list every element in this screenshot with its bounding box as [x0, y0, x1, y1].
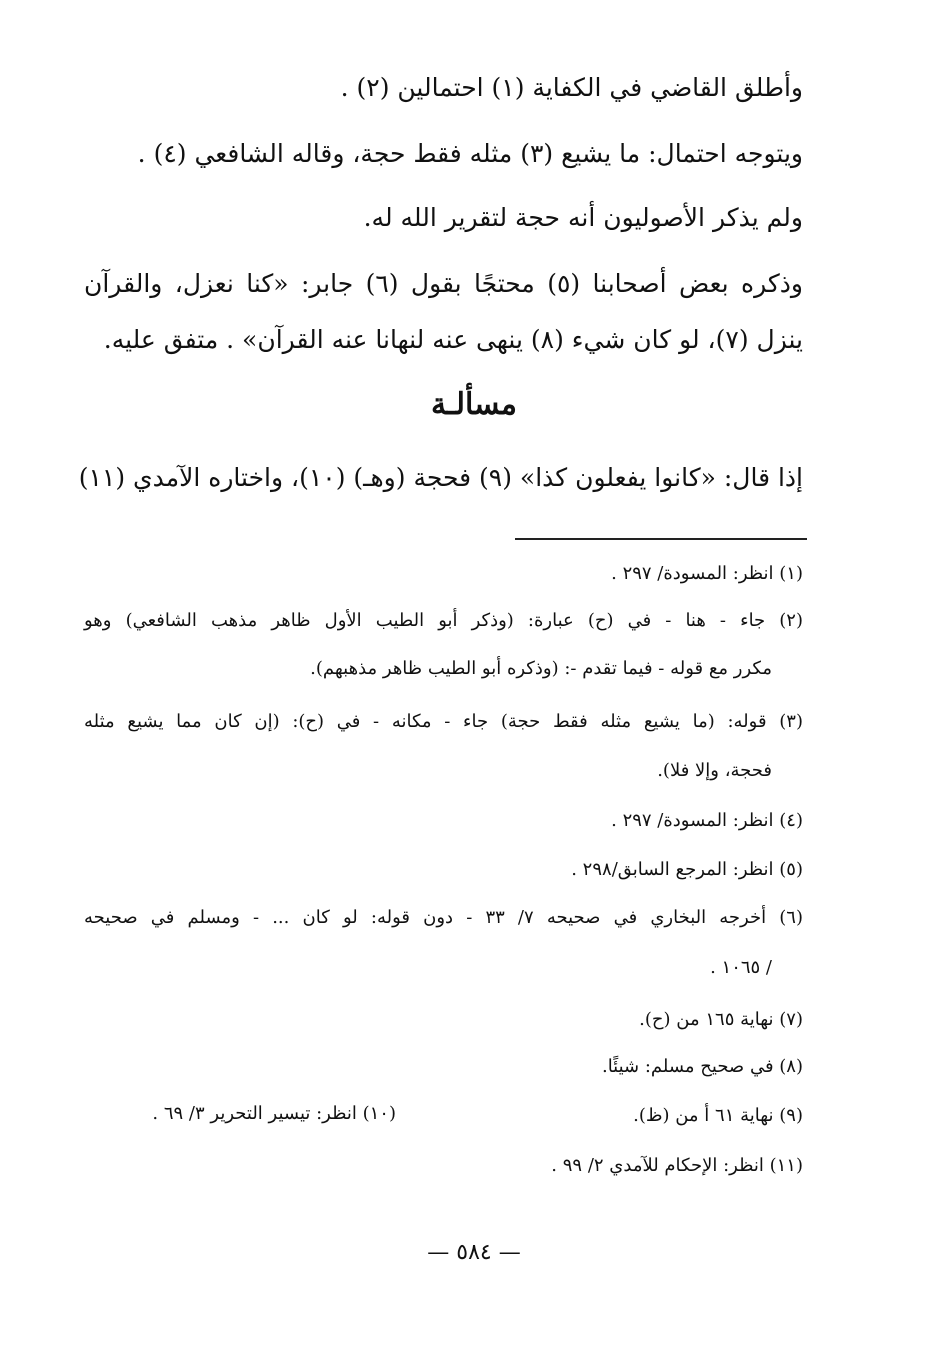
body2-line-1: إذا قال: «كانوا يفعلون كذا» (٩) فحجة (وهـ) (١٠)، واختاره الآمدي (١١) [78, 463, 803, 492]
footnote-4: (٤) انظر: المسودة/ ٢٩٧ . [611, 810, 803, 831]
footnote-8: (٨) في صحيح مسلم: شيئًا. [601, 1056, 803, 1077]
body-line-5: ينزل (٧)، لو كان شيء (٨) ينهى عنه لنهانا عنه القرآن» . متفق عليه. [103, 325, 803, 354]
footnote-divider [515, 538, 807, 540]
footnote-6-line-1: (٦) أخرجه البخاري في صحيحه ٧/ ٣٣ - دون قوله: لو كان ... - ومسلم في صحيحه [84, 907, 803, 928]
section-heading: مسألـة [431, 387, 517, 422]
footnote-1: (١) انظر: المسودة/ ٢٩٧ . [611, 563, 803, 584]
body-line-3: ولم يذكر الأصوليون أنه حجة لتقرير الله له. [363, 203, 803, 232]
body-line-4: وذكره بعض أصحابنا (٥) محتجًا بقول (٦) جابر: «كنا نعزل، والقرآن [84, 269, 803, 298]
page-number: — ٥٨٤ — [427, 1240, 521, 1265]
footnote-6-line-2: / ١٠٦٥ . [710, 957, 772, 978]
footnote-3-line-2: فحجة، وإلا فلا). [657, 760, 772, 781]
footnote-5: (٥) انظر: المرجع السابق/٢٩٨ . [571, 859, 803, 880]
footnote-2-line-1: (٢) جاء - هنا - في (ح) عبارة: (وذكر أبو الطيب الأول ظاهر مذهب الشافعي) وهو [84, 610, 803, 631]
footnote-3-line-1: (٣) قوله: (ما يشيع مثله فقط حجة) جاء - مكانه - في (ح): (إن كان مما يشيع مثله [84, 711, 803, 732]
body-line-2: ويتوجه احتمال: ما يشيع (٣) مثله فقط حجة، وقاله الشافعي (٤) . [137, 139, 803, 168]
body-line-1: وأطلق القاضي في الكفاية (١) احتمالين (٢) . [340, 73, 803, 102]
footnote-7: (٧) نهاية ١٦٥ من (ح). [639, 1009, 803, 1030]
footnote-9: (٩) نهاية ٦١ أ من (ظ). [633, 1105, 803, 1126]
footnote-10: (١٠) انظر: تيسير التحرير ٣/ ٦٩ . [152, 1103, 396, 1124]
footnote-2-line-2: مكرر مع قوله - فيما تقدم -: (وذكره أبو الطيب ظاهر مذهبهم). [310, 658, 772, 679]
footnote-11: (١١) انظر: الإحكام للآمدي ٢/ ٩٩ . [551, 1155, 803, 1176]
